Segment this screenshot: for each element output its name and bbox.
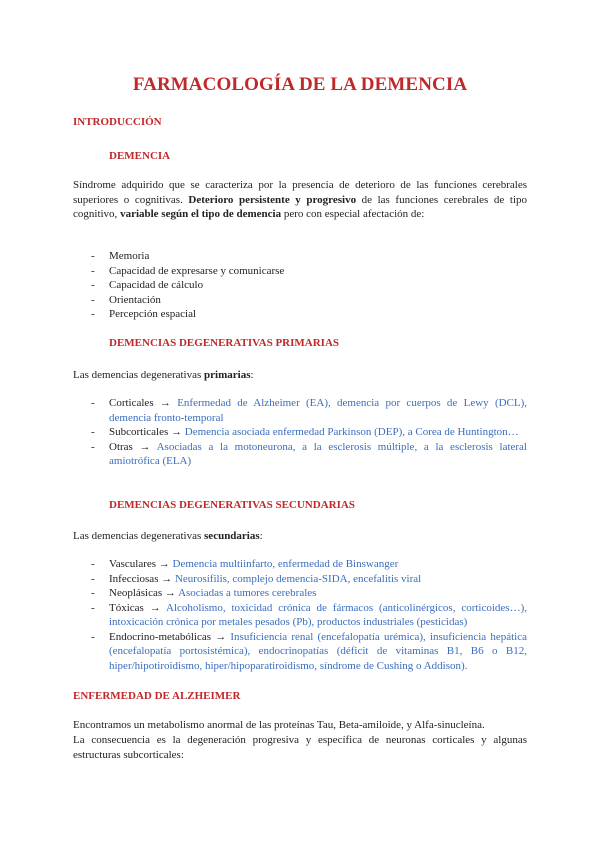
secundarias-heading: DEMENCIAS DEGENERATIVAS SECUNDARIAS	[109, 499, 355, 511]
list-item: - Subcorticales → Demencia asociada enfermedad Parkinson (DEP), a Corea de Huntington…	[91, 426, 519, 438]
list-item: - Capacidad de cálculo	[91, 279, 204, 291]
demencia-text-3: pero con especial afectación de:	[281, 208, 425, 220]
dash-mark: -	[91, 308, 95, 320]
demencia-list	[73, 249, 527, 322]
list-item: - Infecciosas → Neurosífilis, complejo demencia-SIDA, encefalitis viral	[91, 572, 422, 585]
list-item: - Vasculares → Demencia multiinfarto, enfermedad de Binswanger	[91, 558, 399, 570]
list-item: - Neoplásicas → Asociadas a tumores cerebrales	[91, 587, 317, 599]
list-item: - Endocrino-metabólicas → Insuficiencia renal (encefalopatía urémica), insuficiencia hepática (encefalopatía portosistémica), endocrinopatías (déficit de vitaminas B1, B6 o B12, hiper/hipotiroidismo, hiper/hipoparatiroidismo, síndrome de Cushing o Addison).	[91, 630, 527, 672]
arrow-icon: →	[161, 572, 173, 585]
page-title: FARMACOLOGÍA DE LA DEMENCIA	[132, 74, 468, 95]
demencia-heading: DEMENCIA	[109, 150, 171, 162]
secundarias-intro: Las demencias degenerativas secundarias:	[73, 530, 263, 542]
list-item: - Memoria	[91, 250, 150, 262]
list-item: - Percepción espacial	[91, 308, 197, 320]
arrow-icon: →	[139, 440, 151, 453]
primarias-heading: DEMENCIAS DEGENERATIVAS PRIMARIAS	[109, 337, 340, 349]
demencia-bold-1: Deterioro persistente y progresivo	[188, 193, 357, 206]
dash-mark: -	[91, 293, 95, 306]
arrow-icon: →	[171, 426, 183, 438]
dash-mark: -	[91, 279, 95, 291]
alzheimer-paragraph-2: La consecuencia es la degeneración progresiva y específica de neuronas corticales y algunas estructuras subcorticales:	[73, 734, 527, 761]
alzheimer-paragraph-1: Encontramos un metabolismo anormal de las proteínas Tau, Beta-amiloide, y Alfa-sinucleína.	[73, 719, 485, 731]
demencia-paragraph	[73, 178, 527, 222]
list-item: - Tóxicas → Alcoholismo, toxicidad crónica de fármacos (anticolinérgicos, corticoides…), intoxicación crónica por metales pesados (Pb), productos industriales (pesticidas)	[91, 601, 527, 628]
secundarias-list	[73, 557, 527, 673]
list-item: - Capacidad de expresarse y comunicarse	[91, 264, 285, 277]
demencia-text-1: Síndrome adquirido que se caracteriza por la presencia de deterioro de las funciones cerebrales superiores o cognitivas.	[73, 179, 527, 206]
list-item: - Corticales → Enfermedad de Alzheimer (EA), demencia por cuerpos de Lewy (DCL), demencia fronto-temporal	[91, 397, 528, 424]
arrow-icon: →	[159, 397, 171, 409]
list-item: - Orientación	[91, 293, 161, 306]
primarias-intro: Las demencias degenerativas primarias:	[73, 369, 254, 381]
list-item: - Otras → Asociadas a la motoneurona, a la esclerosis múltiple, a la esclerosis lateral amiotrófica (ELA)	[91, 440, 527, 467]
arrow-icon: →	[215, 630, 227, 643]
dash-mark: -	[91, 250, 95, 262]
demencia-text-2: de las funciones cerebrales de tipo cognitivo,	[73, 193, 527, 220]
arrow-icon: →	[164, 587, 176, 599]
dash-mark: -	[91, 264, 95, 277]
alzheimer-heading: ENFERMEDAD DE ALZHEIMER	[73, 690, 241, 702]
arrow-icon: →	[158, 558, 170, 570]
primarias-list	[73, 396, 527, 469]
demencia-bold-2: variable según el tipo de demencia	[120, 208, 282, 220]
arrow-icon: →	[149, 601, 161, 614]
intro-heading: INTRODUCCIÓN	[73, 116, 162, 128]
